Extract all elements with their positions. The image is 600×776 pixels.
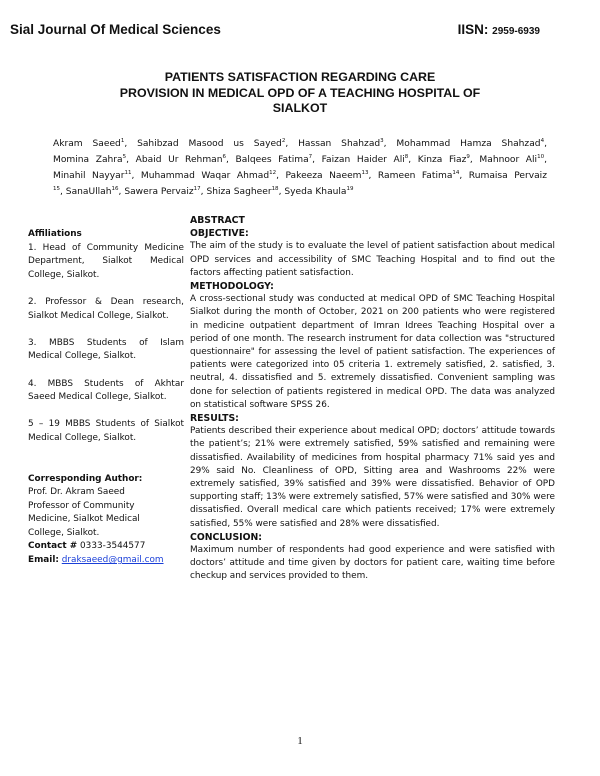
affiliation-item	[28, 242, 184, 283]
author-list	[53, 136, 547, 200]
page-number: 1	[297, 735, 303, 747]
author-line: Momina Zahra$^5$, Abaid Ur Rehman$^6$, Balqees Fatima$^7$, Faizan Haider Ali$^8$, Kinza Fiaz$^9$, Mahnoor Ali$^{10}$,	[53, 153, 547, 165]
author-affiliation-mark: 15	[53, 185, 60, 192]
objective-text: The aim of the study is to evaluate the level of patient satisfaction about medical OPD services and accessibility of SMC Teaching Hospital and to find out the factors affecting patient satisfaction.	[190, 241, 555, 278]
corresponding-author-line: Professor of Community	[28, 500, 135, 511]
author-affiliation-mark: 14	[452, 169, 460, 176]
email-line	[28, 554, 184, 568]
author-affiliation-mark: 9	[466, 153, 470, 160]
author-affiliation-mark: 5	[122, 153, 127, 160]
author-affiliation-mark: 2	[281, 137, 286, 144]
author-affiliation-mark: 16	[111, 185, 119, 192]
contact-line	[28, 540, 184, 554]
abstract-heading: ABSTRACT	[190, 215, 245, 226]
author-name: Faizan Haider Ali	[321, 155, 405, 165]
author-name: Rumaisa Pervaiz	[468, 171, 547, 181]
corresponding-author-heading: Corresponding Author:	[28, 473, 143, 484]
corresponding-author-line: College, Sialkot.	[28, 527, 100, 538]
author-name: Mahnoor Ali	[479, 155, 538, 165]
affiliation-item	[28, 378, 184, 405]
affiliation-line: Medical College, Sialkot.	[28, 351, 137, 362]
affiliation-line: 4. MBBS Students of Akhtar	[28, 378, 184, 389]
conclusion-heading: CONCLUSION:	[190, 531, 263, 543]
affiliations-heading: Affiliations	[28, 229, 82, 239]
author-affiliation-mark: 6	[222, 153, 227, 160]
author-name: Syeda Khaula	[284, 187, 347, 197]
author-name: Sahibzad Masood us Sayed	[137, 139, 282, 149]
author-name: SanaUllah	[65, 187, 112, 197]
author-name: Muhammad Waqar Ahmad	[140, 171, 270, 181]
author-name: Pakeeza Naeem	[285, 171, 362, 181]
affiliation-item	[28, 337, 184, 364]
corresponding-author-line: Prof. Dr. Akram Saeed	[28, 487, 125, 498]
author-affiliation-mark: 8	[404, 153, 409, 160]
results-text: Patients described their experience about medical OPD; doctors’ attitude towards the patient’s; 21% were extremely satisfied, 59% satisfied and remaining were dissatisfied. Availability of medicines from hospital pharmacy 71% said yes and 29% said No. Cleanliness of OPD, Sitting area and Washrooms 22% were extremely satisfied, 39% satisfied and 39% were dissatisfied. Behavior of OPD supporting staff; 13% were extremely satisfied, 57% were satisfied and 30% were dissatisfied. Overall medical care which patients received; 17% were extremely satisfied, 55% were satisfied and 28% were dissatisfied.	[190, 426, 555, 529]
author-line: $^{15}$, SanaUllah$^{16}$, Sawera Pervaiz$^{17}$, Shiza Sagheer$^{18}$, Syeda Khaula$^{19}$	[53, 185, 354, 197]
paper-title	[0, 70, 600, 117]
affiliation-line: 2. Professor & Dean research,	[28, 296, 184, 307]
author-name: Mohammad Hamza Shahzad	[396, 139, 541, 149]
author-name: Balqees Fatima	[235, 155, 309, 165]
issn-number: 2959-6939	[492, 26, 540, 37]
author-affiliation-mark: 10	[537, 153, 545, 160]
affiliation-line: 1. Head of Community Medicine	[28, 242, 184, 253]
author-name: Abaid Ur Rehman	[135, 155, 223, 165]
objective-heading: OBJECTIVE:	[190, 228, 249, 240]
author-name: Minahil Nayyar	[53, 171, 125, 181]
issn	[458, 22, 540, 37]
affiliation-line: Department, Sialkot Medical	[28, 256, 184, 267]
author-affiliation-mark: 7	[308, 153, 313, 160]
author-name: Kinza Fiaz	[417, 155, 467, 165]
author-affiliation-mark: 1	[120, 137, 125, 144]
email-label: Email:	[28, 555, 59, 566]
author-affiliation-mark: 12	[269, 169, 277, 176]
results-heading: RESULTS:	[190, 413, 239, 425]
author-name: Hassan Shahzad	[298, 139, 381, 149]
corresponding-author-line: Medicine, Sialkot Medical	[28, 514, 140, 525]
methodology-heading: METHODOLOGY:	[190, 281, 274, 293]
left-column	[28, 228, 184, 568]
journal-name: Sial Journal Of Medical Sciences	[10, 22, 221, 37]
affiliation-line: College, Sialkot.	[28, 269, 100, 280]
author-affiliation-mark: 13	[361, 169, 369, 176]
affiliation-line: Saeed Medical College, Sialkot.	[28, 392, 167, 403]
email-link[interactable]: draksaeed@gmail.com	[61, 555, 164, 566]
affiliation-item	[28, 418, 184, 445]
author-line: Akram Saeed$^1$, Sahibzad Masood us Sayed$^2$, Hassan Shahzad$^3$, Mohammad Hamza Shahzad$^4$,	[53, 137, 547, 149]
author-affiliation-mark: 3	[380, 137, 384, 144]
author-affiliation-mark: 4	[540, 137, 545, 144]
author-name: Momina Zahra	[53, 155, 123, 165]
contact-number: 0333-3544577	[80, 541, 146, 552]
author-name: Akram Saeed	[53, 139, 121, 149]
title-line-2: PROVISION IN MEDICAL OPD OF A TEACHING HOSPITAL OF	[119, 85, 481, 100]
author-affiliation-mark: 11	[124, 169, 132, 176]
author-affiliation-mark: 19	[346, 185, 354, 192]
abstract-column	[190, 214, 555, 584]
author-line: Minahil Nayyar$^{11}$, Muhammad Waqar Ahmad$^{12}$, Pakeeza Naeem$^{13}$, Rameen Fatima$^{14}$, Rumaisa Pervaiz	[53, 169, 547, 181]
affiliation-line: 5 – 19 MBBS Students of Sialkot	[28, 419, 184, 430]
methodology-text: A cross-sectional study was conducted at medical OPD of SMC Teaching Hospital Sialkot during the month of October, 2021 on 200 patients who were registered in medicine outpatient department of Imran Idrees Teaching Hospital over a period of one month. The research instrument for data collection was "structured questionnaire" for assessing the level of patient satisfaction. The experiences of patients were categorized into 05 criteria 1. extremely satisfied, 2. satisfied, 3. neutral, 4. dissatisfied and 5. extremely dissatisfied. Convenient sampling was done for selection of patients registered in medical OPD. The data was analyzed on statistical software SPSS 26.	[190, 294, 555, 410]
issn-label: IISN:	[457, 22, 489, 37]
author-affiliation-mark: 17	[193, 185, 201, 192]
title-line-3: SIALKOT	[272, 101, 328, 115]
title-line-1: PATIENTS SATISFACTION REGARDING CARE	[164, 70, 436, 84]
author-affiliation-mark: 18	[271, 185, 279, 192]
affiliation-line: Sialkot Medical College, Sialkot.	[28, 310, 169, 321]
affiliation-item	[28, 296, 184, 323]
conclusion-text: Maximum number of respondents had good experience and were satisfied with doctors’ attitude and time given by doctors for patient care, waiting time before checkup and services provided to them.	[190, 545, 555, 582]
author-name: Rameen Fatima	[377, 171, 453, 181]
contact-label: Contact #	[28, 541, 78, 552]
author-name: Sawera Pervaiz	[124, 187, 194, 197]
author-name: Shiza Sagheer	[206, 187, 272, 197]
affiliation-line: 3. MBBS Students of Islam	[28, 337, 184, 348]
affiliation-line: Medical College, Sialkot.	[28, 432, 137, 443]
journal-header	[10, 22, 540, 37]
